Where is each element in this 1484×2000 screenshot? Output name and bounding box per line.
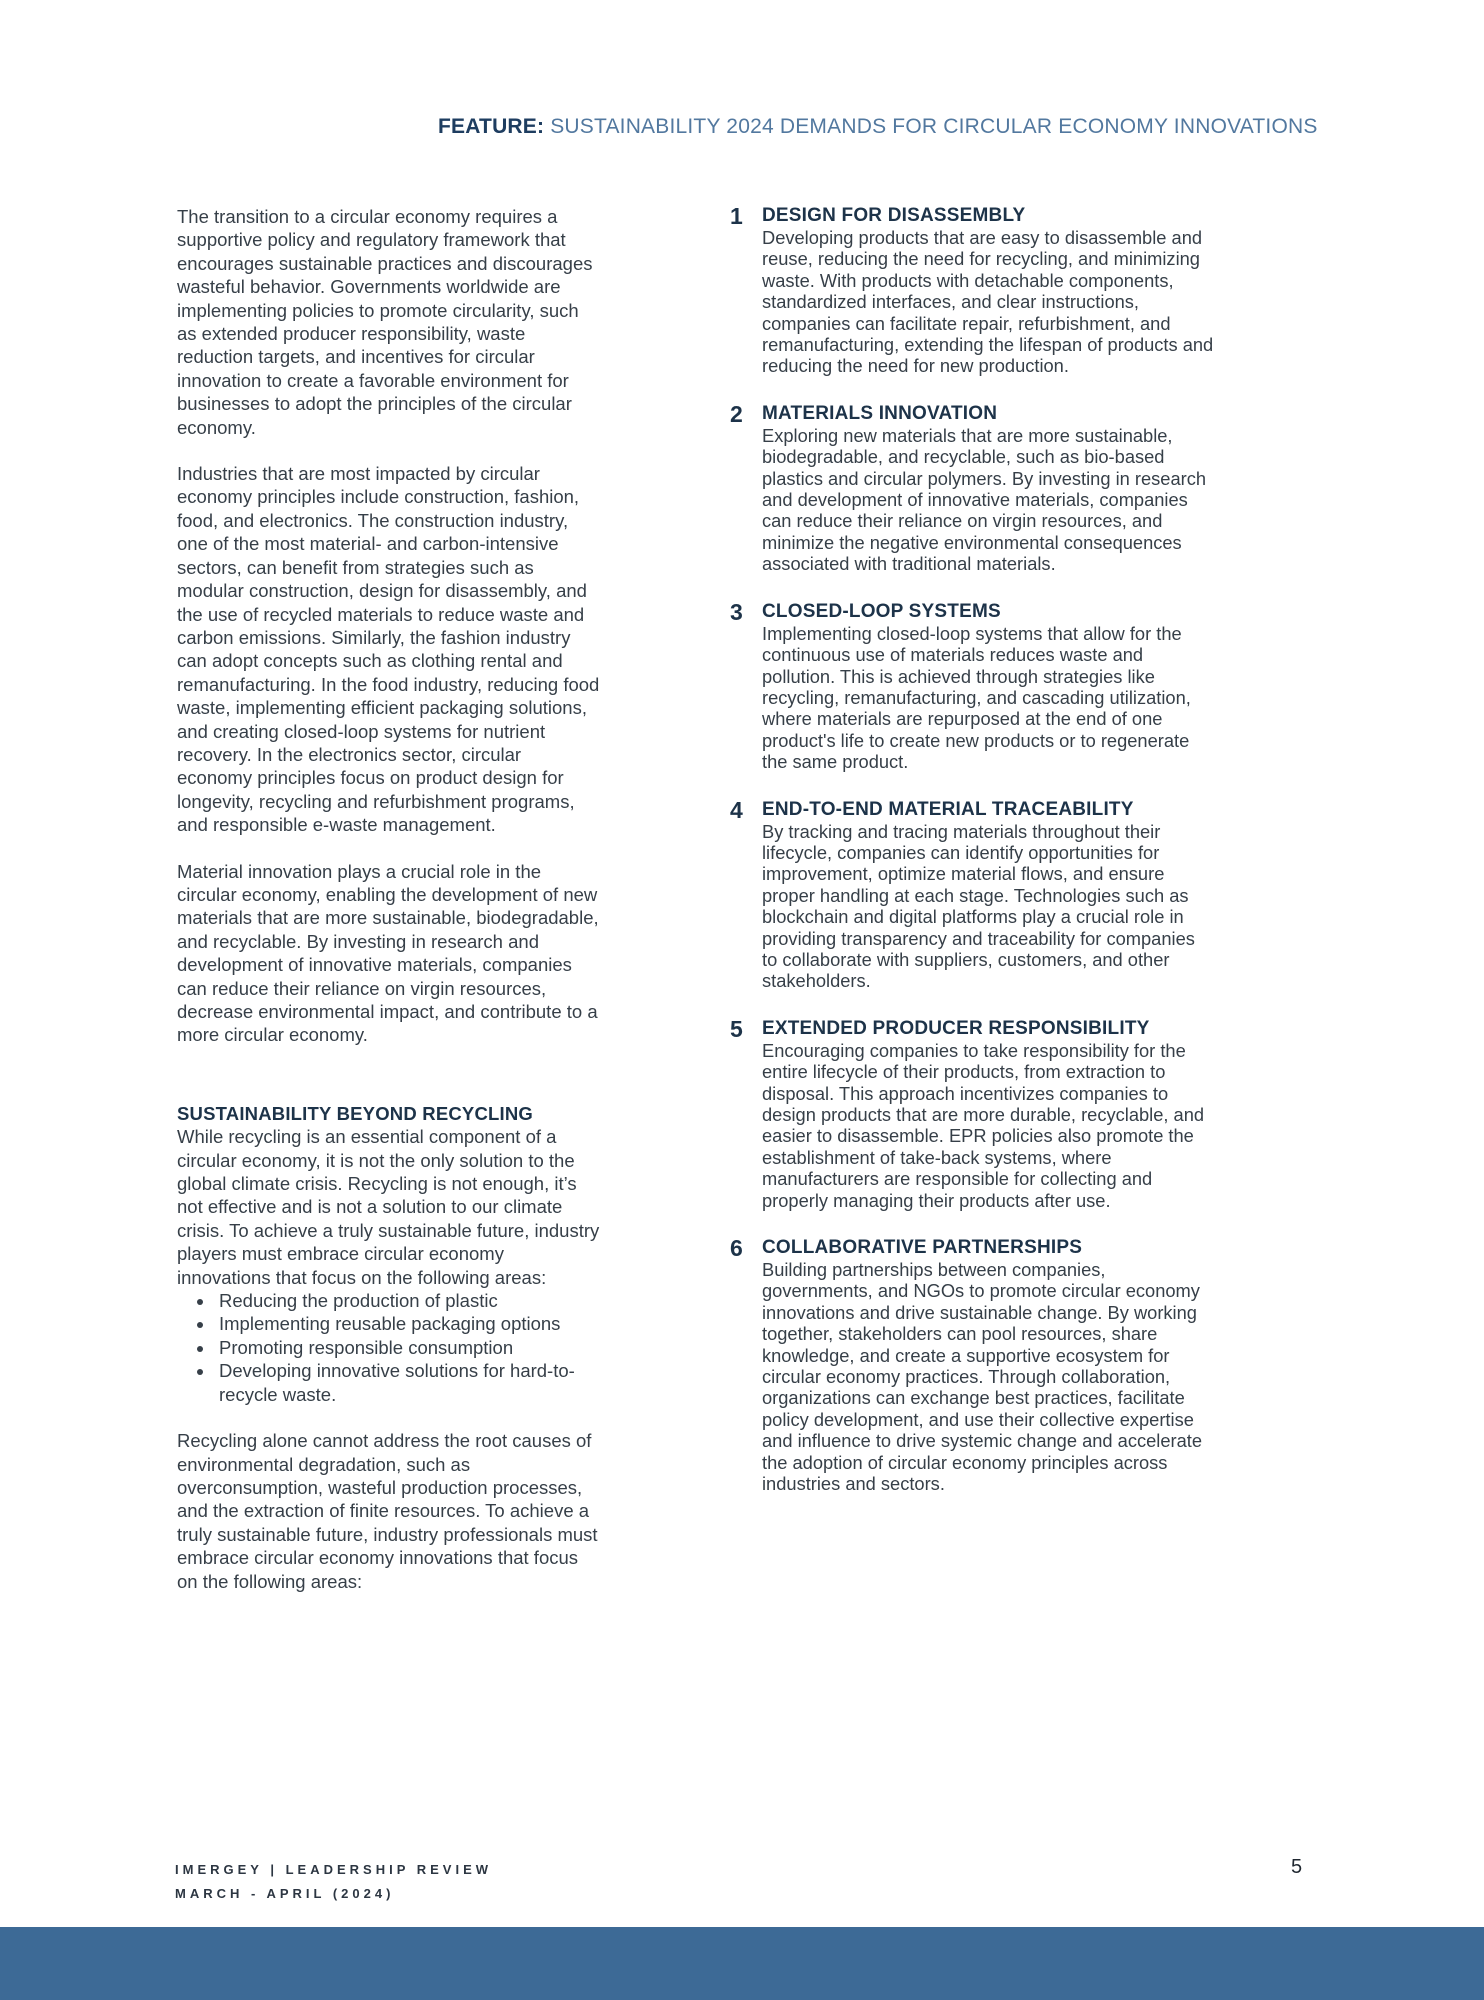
numbered-item-2: [730, 400, 1214, 575]
numbered-item-4: [730, 796, 1214, 992]
bottom-accent-bar: [0, 1927, 1484, 2000]
item-heading: EXTENDED PRODUCER RESPONSIBILITY: [762, 1017, 1150, 1039]
item-number: 3: [730, 598, 743, 625]
numbered-item-1: [730, 205, 1214, 377]
item-number: 6: [730, 1235, 743, 1262]
page-number: 5: [1291, 1856, 1303, 1878]
footer-publication: IMERGEY | LEADERSHIP REVIEW: [175, 1862, 493, 1877]
item-heading: DESIGN FOR DISASSEMBLY: [762, 205, 1026, 226]
item-body: Encouraging companies to take responsibility for the entire lifecycle of their products, from extraction to disposal. This approach incentivizes companies to design products that are more durable, recyclable, and easier to disassemble. EPR policies also promote the establishment of take-back systems, where manufacturers are responsible for collecting and properly managing their products after use.: [762, 1039, 1205, 1211]
numbered-item-6: [730, 1237, 1214, 1494]
section-sustainability-beyond-recycling: [177, 1102, 601, 1593]
item-number: 4: [730, 796, 743, 823]
item-heading: MATERIALS INNOVATION: [762, 402, 998, 424]
item-heading: COLLABORATIVE PARTNERSHIPS: [762, 1237, 1083, 1259]
bullet-list: [177, 1289, 601, 1406]
item-number: 5: [730, 1015, 743, 1042]
numbered-item-5: [730, 1015, 1214, 1211]
body-paragraph: Material innovation plays a crucial role in the circular economy, enabling the development of new materials that are more sustainable, biodegradable, and recyclable. By investing in research and development of innovative materials, companies can reduce their reliance on virgin resources, decrease environmental impact, and contribute to a more circular economy.: [177, 860, 599, 1046]
body-paragraph: The transition to a circular economy requires a supportive policy and regulatory framework that encourages sustainable practices and discourages wasteful behavior. Governments worldwide are implementing policies to promote circularity, such as extended producer responsibility, waste reduction targets, and incentives for circular innovation to create a favorable environment for businesses to adopt the principles of the circular economy.: [177, 206, 593, 438]
item-body: Implementing closed-loop systems that allow for the continuous use of materials reduces waste and pollution. This is achieved through strategies like recycling, remanufacturing, and cascading utilization, where materials are repurposed at the end of one product's life to create new products or to regenerate the same product.: [762, 622, 1191, 773]
left-column: [177, 205, 601, 1616]
footer-issue-date: MARCH - APRIL (2024): [175, 1886, 395, 1901]
body-paragraph: Industries that are most impacted by circular economy principles include construction, fashion, food, and electronics. The construction industry, one of the most material- and carbon-intensive sectors, can benefit from strategies such as modular construction, design for disassembly, and the use of recycled materials to reduce waste and carbon emissions. Similarly, the fashion industry can adopt concepts such as clothing rental and remanufacturing. In the food industry, reducing food waste, implementing efficient packaging solutions, and creating closed-loop systems for nutrient recovery. In the electronics sector, circular economy principles focus on product design for longevity, recycling and refurbishment programs, and responsible e-waste management.: [177, 463, 600, 836]
body-paragraph: Recycling alone cannot address the root causes of environmental degradation, such as overconsumption, wasteful production processes, and the extraction of finite resources. To achieve a truly sustainable future, industry professionals must embrace circular economy innovations that focus on the following areas:: [177, 1430, 598, 1592]
item-number: 2: [730, 400, 743, 427]
item-body: By tracking and tracing materials throughout their lifecycle, companies can identify opportunities for improvement, optimize material flows, and ensure proper handling at each stage. Technologies such as blockchain and digital platforms play a crucial role in providing transparency and traceability for companies to collaborate with suppliers, customers, and other stakeholders.: [762, 820, 1195, 992]
bullet-item: • Reducing the production of plastic: [215, 1289, 601, 1312]
numbered-item-3: [730, 598, 1214, 773]
feature-kicker: FEATURE:: [438, 115, 545, 138]
footer: [175, 1858, 492, 1906]
item-number: 1: [730, 203, 743, 229]
item-heading: END-TO-END MATERIAL TRACEABILITY: [762, 798, 1134, 820]
section-heading: SUSTAINABILITY BEYOND RECYCLING: [177, 1102, 534, 1124]
feature-header: [438, 115, 1318, 139]
section-intro: While recycling is an essential component of a circular economy, it is not the only solution to the global climate crisis. Recycling is not enough, it’s not effective and is not a solution to our climate crisis. To achieve a truly sustainable future, industry players must embrace circular economy innovations that focus on the following areas:: [177, 1126, 600, 1288]
item-body: Exploring new materials that are more sustainable, biodegradable, and recyclable, such as bio-based plastics and circular polymers. By investing in research and development of innovative materials, companies can reduce their reliance on virgin resources, and minimize the negative environmental consequences associated with traditional materials.: [762, 424, 1207, 575]
bullet-item: • Developing innovative solutions for hard-to-recycle waste.: [215, 1359, 601, 1406]
item-body: Developing products that are easy to disassemble and reuse, reducing the need for recycling, and minimizing waste. With products with detachable components, standardized interfaces, and clear instructions, companies can facilitate repair, refurbishment, and remanufacturing, extending the lifespan of products and reducing the need for new production.: [762, 227, 1214, 377]
bullet-item: • Implementing reusable packaging options: [215, 1312, 601, 1335]
bullet-item: • Promoting responsible consumption: [215, 1336, 601, 1359]
item-body: Building partnerships between companies, governments, and NGOs to promote circular economy innovations and drive sustainable change. By working together, stakeholders can pool resources, share knowledge, and create a supportive ecosystem for circular economy practices. Through collaboration, organizations can exchange best practices, facilitate policy development, and use their collective expertise and influence to drive systemic change and accelerate the adoption of circular economy principles across industries and sectors.: [762, 1259, 1203, 1495]
right-column: [730, 205, 1214, 1521]
item-heading: CLOSED-LOOP SYSTEMS: [762, 600, 1001, 622]
page-title: SUSTAINABILITY 2024 DEMANDS FOR CIRCULAR ECONOMY INNOVATIONS: [550, 115, 1318, 138]
